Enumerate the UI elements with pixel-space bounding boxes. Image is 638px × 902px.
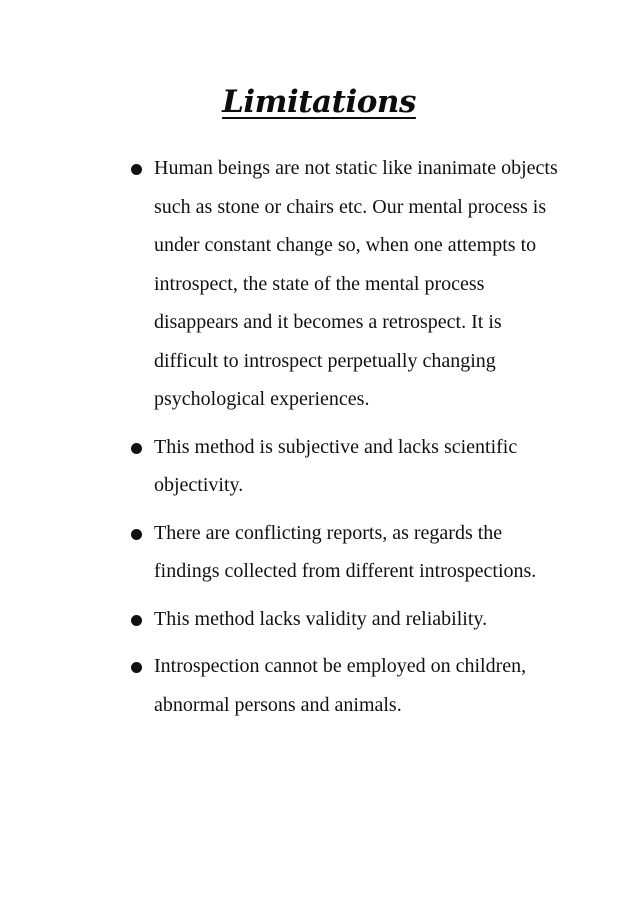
list-item-text: Human beings are not static like inanimate objects such as stone or chairs etc. Our mental process is under constant change so, when one attempts to introspect, the state of the mental process disappears and it becomes a retrospect. It is difficult to introspect perpetually changing psychological experiences. [154, 157, 558, 410]
bullet-icon [131, 164, 142, 175]
list-item [128, 600, 568, 639]
bullet-icon [131, 615, 142, 626]
limitations-list [128, 149, 568, 733]
list-item-text: This method is subjective and lacks scientific objectivity. [154, 435, 518, 496]
list-item [128, 514, 568, 591]
list-item [128, 647, 568, 724]
page-title: Limitations [222, 84, 416, 120]
list-item [128, 428, 568, 505]
bullet-icon [131, 662, 142, 673]
list-item-text: Introspection cannot be employed on children, abnormal persons and animals. [154, 655, 527, 716]
list-item-text: This method lacks validity and reliability. [154, 607, 488, 630]
bullet-icon [131, 529, 142, 540]
list-item-text: There are conflicting reports, as regards the findings collected from different introspections. [154, 521, 537, 582]
list-item [128, 149, 568, 419]
bullet-icon [131, 443, 142, 454]
